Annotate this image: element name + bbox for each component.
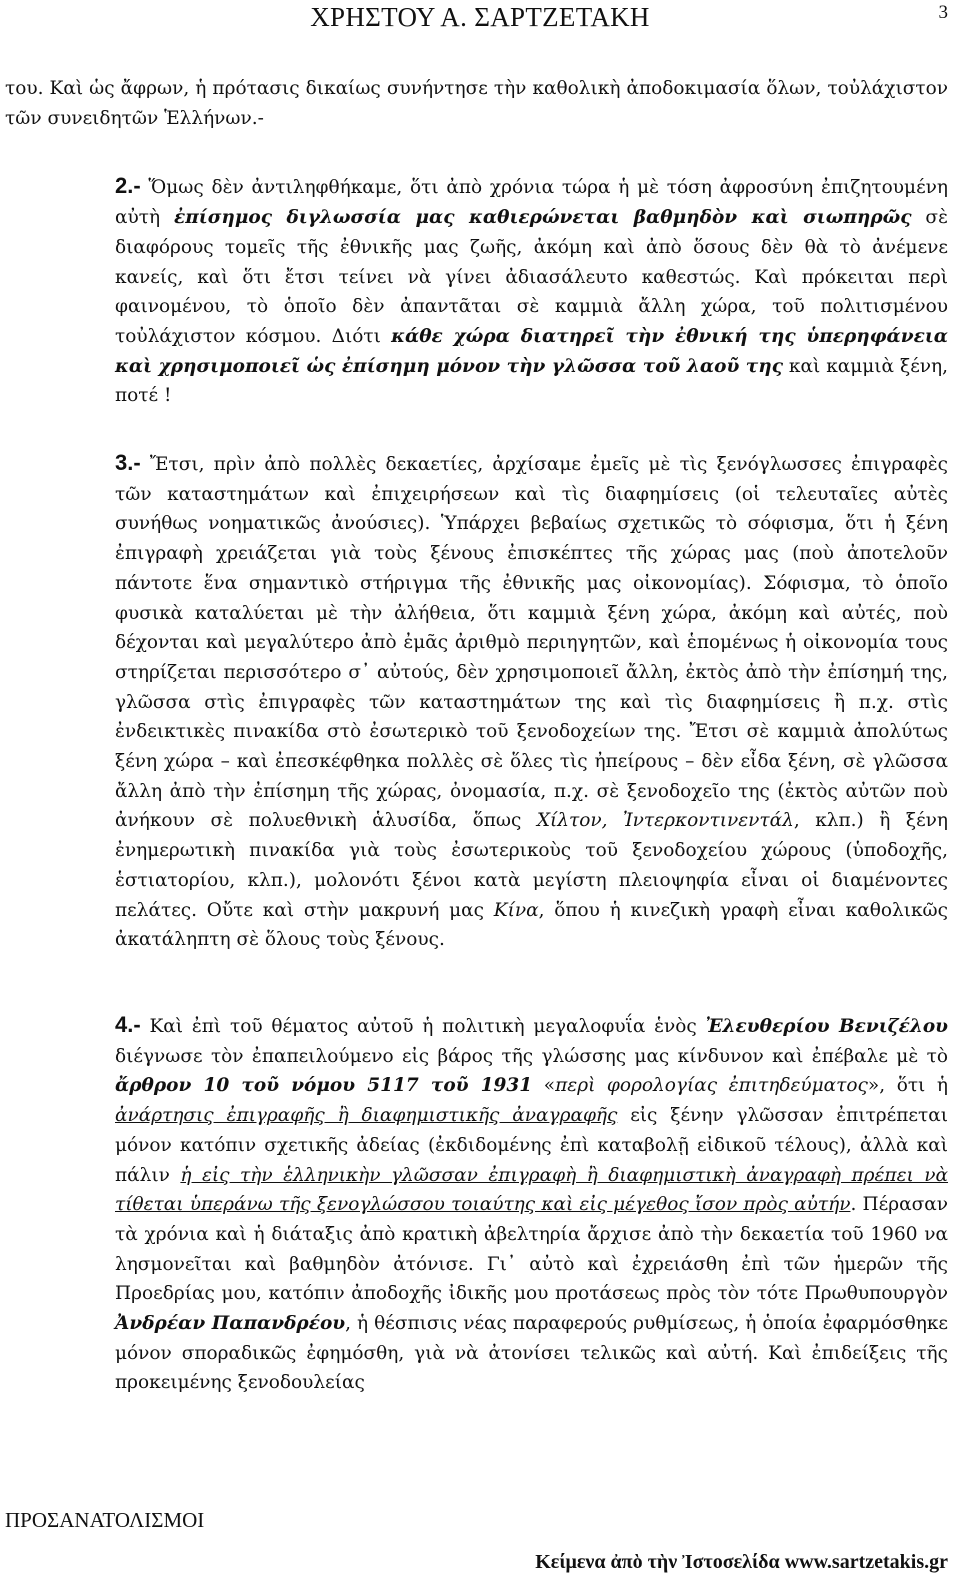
paragraph-4-venizelos: Ἐλευθερίου Βενιζέλου [705,1015,948,1037]
paragraph-4-text-3: « [532,1075,556,1097]
paragraph-1-text: του. Καὶ ὡς ἄφρων, ἡ πρότασις δικαίως συνήντησε τὴν καθολικὴ ἀποδοκιμασία ὅλων, τοὐλάχιστον τῶν συνειδητῶν Ἑλλήνων.- [5,78,948,129]
paragraph-4-papandreou: Ἀνδρέαν Παπανδρέου [115,1313,346,1335]
paragraph-2-text-3: καὶ καμμιὰ ξένη, ποτέ ! [115,355,948,407]
paragraph-4-text-2: διέγνωσε τὸν ἐπαπειλούμενο εἰς βάρος τῆς γλώσσης μας κίνδυνον καὶ ἐπέβαλε μὲ τὸ [115,1045,948,1067]
paragraph-4-number: 4.- [115,1011,141,1037]
paragraph-4-text-4: », ὅτι ἡ [867,1075,948,1097]
paragraph-2 [5,171,948,411]
paragraph-2-number: 2.- [115,173,141,199]
paragraph-3-number: 3.- [115,450,141,476]
paragraph-3-text-3: , ὅπου ἡ κινεζικὴ γραφὴ εἶναι καθολικῶς ἀκατάληπτη σὲ ὅλους τοὺς ξένους. [115,899,948,951]
paragraph-3-hotel-names: Χίλτον, Ἰντερκοντινεντάλ [536,810,794,832]
running-header-author: ΧΡΗΣΤΟΥ Α. ΣΑΡΤΖΕΤΑΚΗ [310,2,650,32]
footer-website-credit: Κείμενα ἀπὸ τὴν Ἰστοσελίδα www.sartzetakis.gr [535,1551,948,1573]
paragraph-4-underlined-2: ἡ εἰς τὴν ἑλληνικὴν γλῶσσαν ἐπιγραφὴ ἢ διαφημιστικὴ ἀναγραφὴ πρέπει νὰ τίθεται ὑπεράνω τῆς ξενογλώσσου τοιαύτης καὶ εἰς μέγεθος ἴσον πρὸς αὐτήν [115,1164,949,1216]
footer-section-title: ΠΡΟΣΑΝΑΤΟΛΙΣΜΟΙ [5,1508,205,1532]
paragraph-3-text-1: Ἔτσι, πρὶν ἀπὸ πολλὲς δεκαετίες, ἀρχίσαμε ἐμεῖς μὲ τὶς ξενόγλωσσες ἐπιγραφὲς τῶν καταστημάτων καὶ ἐπιχειρήσεων καὶ τὶς διαφημίσεις (οἱ τελευταῖες αὐτὲς συνήθως νοηματικῶς ἀνούσιες). Ὑπάρχει βεβαίως σχετικῶς τὸ σόφισμα, ὅτι ἡ ξένη ἐπιγραφὴ χρειάζεται γιὰ τοὺς ξένους ἐπισκέπτες τῆς χώρας μας (ποὺ ἀποτελοῦν πάντοτε ἕνα σημαντικὸ στήριγμα τῆς ἐθνικῆς μας οἰκονομίας). Σόφισμα, τὸ ὁποῖο φυσικὰ καταλύεται μὲ τὴν ἀλήθεια, ὅτι καμμιὰ ξένη χώρα, ἀκόμη καὶ αὐτές, ποὺ δέχονται καὶ μεγαλύτερο ἀπὸ ἐμᾶς ἀριθμὸ περιηγητῶν, καὶ ἑπομένως ἡ οἰκονομία τους στηρίζεται περισσότερο σ᾽ αὐτούς, δὲν χρησιμοποιεῖ ἄλλη, ἐκτὸς ἀπὸ τὴν ἐπίσημή της, γλῶσσα στὶς ἐπιγραφὲς τῶν καταστημάτων της καὶ τὶς διαφημίσεις ἢ π.χ. στὶς ἐνδεικτικὲς πινακίδα στὸ ἐσωτερικὸ τοῦ ξενοδοχείων της. Ἔτσι σὲ καμμιὰ ἀπολύτως ξένη χώρα – καὶ ἐπεσκέφθηκα πολλὲς σὲ ὅλες τὶς ἠπείρους – δὲν εἶδα ξένη, σὲ γλῶσσα ἄλλη ἀπὸ τὴν ἐπίσημη τῆς χώρας, ὀνομασία, π.χ. σὲ ξενοδοχεῖο της (ἐκτὸς αὐτῶν ποὺ ἀνήκουν σὲ πολυεθνικὴ ἁλυσίδα, ὅπως [115,454,948,832]
paragraph-2-text-2: σὲ διαφόρους τομεῖς τῆς ἐθνικῆς μας ζωῆς, ἀκόμη καὶ ἀπὸ ὅσους δὲν θὰ τὸ ἀνέμενε κανείς, καὶ ὅτι ἔτσι τείνει νὰ γίνει ἀδιασάλευτο καθεστώς. Καὶ πρόκειται περὶ φαινομένου, τὸ ὁποῖο δὲν ἀπαντᾶται σὲ καμμιὰ ἄλλη χώρα, τοῦ πολιτισμένου τοὐλάχιστον κόσμου. Διότι [115,207,948,347]
paragraph-4-text-7: , ἡ θέσπισις νέας παραφερούς ρυθμίσεως, ἡ ὁποία ἐφαρμόσθηκε μόνον σποραδικῶς ἐφημόσθη, γιὰ νὰ ἀτονίσει τελικῶς καὶ αὐτή. Καὶ ἐπιδείξεις τῆς προκειμένης ξενοδουλείας [115,1313,948,1394]
paragraph-3 [5,448,948,955]
paragraph-3-text-2: , κλπ.) ἢ ξένη ἐνημερωτικὴ πινακίδα γιὰ τοὺς ἐσωτερικοὺς τοῦ ξενοδοχείου χώρους (ὑποδοχῆς, ἑστιατορίου, κλπ.), μολονότι ξένοι κατὰ μεγίστη πλειοψηφία εἶναι οἱ διαμένοντες πελάτες. Οὔτε καὶ στὴν μακρυνή μας [115,810,948,921]
document-body [5,74,948,1398]
paragraph-4-text-5: εἰς ξένην γλῶσσαν ἐπιτρέπεται μόνον κατόπιν σχετικῆς ἀδείας (ἐκδιδομένης ἐπὶ καταβολῇ εἰδικοῦ τέλους), ἀλλὰ καὶ πάλιν [115,1105,948,1186]
paragraph-2-emphasis-2: κάθε χώρα διατηρεῖ τὴν ἐθνική της ὑπερηφάνεια καὶ χρησιμοποιεῖ ὡς ἐπίσημη μόνον τὴν γλῶσσα τοῦ λαοῦ της [115,325,949,377]
paragraph-4-text-1: Καὶ ἐπὶ τοῦ θέματος αὐτοῦ ἡ πολιτικὴ μεγαλοφυΐα ἑνὸς [140,1015,706,1037]
paragraph-4-underlined-1: ἀνάρτησις ἐπιγραφῆς ἢ διαφημιστικῆς ἀναγραφῆς [115,1105,618,1127]
paragraph-4-law-title: περὶ φορολογίας ἐπιτηδεύματος [555,1075,868,1097]
paragraph-1 [5,74,948,133]
paragraph-4-text-6: . Πέρασαν τὰ χρόνια καὶ ἡ διάταξις ἀπὸ κρατικὴ ἀβελτηρία ἄρχισε ἀπὸ τὴν δεκαετία τοῦ 1960 να λησμονεῖται καὶ βαθμηδὸν ἀτόνισε. Γι᾽ αὐτὸ καὶ ἐχρειάσθη ἐπὶ τῶν ἡμερῶν τῆς Προεδρίας μου, κατόπιν ἀποδοχῆς ἰδικῆς μου προτάσεως πρὸς τὸν τότε Πρωθυπουργὸν [115,1194,948,1305]
paragraph-4 [5,1010,948,1398]
paragraph-2-text-1: Ὅμως δὲν ἀντιληφθήκαμε, ὅτι ἀπὸ χρόνια τώρα ἡ μὲ τόση ἀφροσύνη ἐπιζητουμένη αὐτὴ [115,177,948,229]
paragraph-4-law-reference: ἄρθρον 10 τοῦ νόμου 5117 τοῦ 1931 [115,1075,533,1097]
page-number: 3 [938,2,948,23]
paragraph-2-emphasis-1: ἐπίσημος διγλωσσία μας καθιερώνεται βαθμηδὸν καὶ σιωπηρῶς [173,207,912,229]
paragraph-3-china: Κίνα [493,899,539,921]
